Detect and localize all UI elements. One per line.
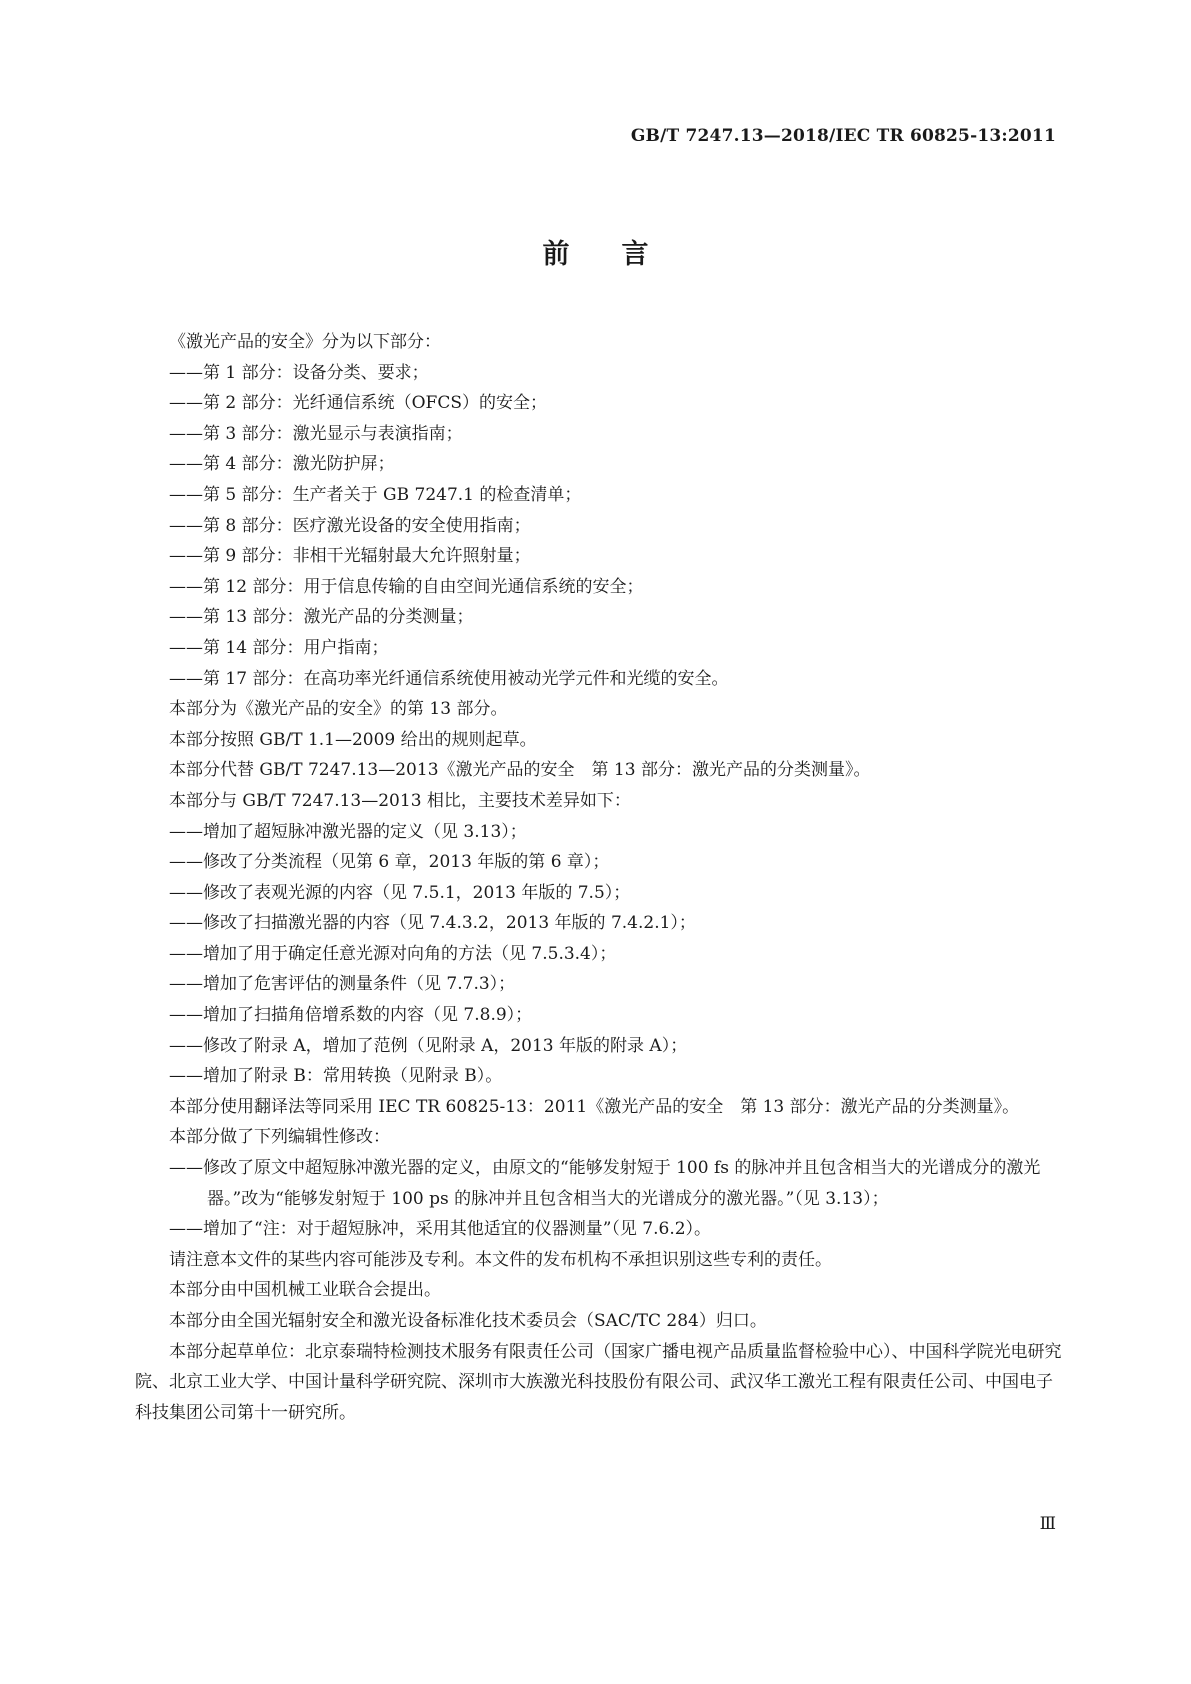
- committee-line: 本部分由全国光辐射安全和激光设备标准化技术委员会（SAC/TC 284）归口。: [169, 1311, 767, 1331]
- patent-notice: 请注意本文件的某些内容可能涉及专利。本文件的发布机构不承担识别这些专利的责任。: [169, 1249, 832, 1270]
- part-item: ——第 5 部分：生产者关于 GB 7247.1 的检查清单；: [169, 484, 582, 505]
- page-title: 前言: [542, 239, 701, 270]
- part-item: ——第 12 部分：用于信息传输的自由空间光通信系统的安全；: [169, 576, 644, 597]
- statement-line: 本部分为《激光产品的安全》的第 13 部分。: [169, 699, 508, 720]
- standard-code: GB/T 7247.13—2018/IEC TR 60825-13:2011: [630, 126, 1056, 146]
- part-item: ——第 9 部分：非相干光辐射最大允许照射量；: [169, 546, 531, 567]
- foreword-body: [135, 327, 1065, 1428]
- difference-item: ——增加了超短脉冲激光器的定义（见 3.13）；: [169, 821, 527, 842]
- part-item: ——第 8 部分：医疗激光设备的安全使用指南；: [169, 515, 531, 536]
- difference-item: ——增加了用于确定任意光源对向角的方法（见 7.5.3.4）；: [169, 943, 617, 964]
- statement-line: 本部分代替 GB/T 7247.13—2013《激光产品的安全 第 13 部分：激光产品的分类测量》。: [169, 760, 871, 781]
- difference-item: ——修改了分类流程（见第 6 章，2013 年版的第 6 章）；: [169, 852, 610, 873]
- intro-line: 《激光产品的安全》分为以下部分：: [169, 332, 441, 352]
- difference-item: ——修改了表观光源的内容（见 7.5.1，2013 年版的 7.5）；: [169, 882, 631, 903]
- part-item: ——第 3 部分：激光显示与表演指南；: [169, 423, 463, 444]
- difference-item: ——修改了扫描激光器的内容（见 7.4.3.2，2013 年版的 7.4.2.1）；: [169, 913, 696, 934]
- statement-line: 本部分按照 GB/T 1.1—2009 给出的规则起草。: [169, 729, 537, 750]
- edits-intro: 本部分做了下列编辑性修改：: [169, 1127, 390, 1148]
- edit-item: ——增加了“注：对于超短脉冲，采用其他适宜的仪器测量”（见 7.6.2）。: [169, 1219, 712, 1240]
- statement-line: 本部分与 GB/T 7247.13—2013 相比，主要技术差异如下：: [169, 790, 631, 811]
- translation-statement: 本部分使用翻译法等同采用 IEC TR 60825-13：2011《激光产品的安全 第 13 部分：激光产品的分类测量》。: [169, 1096, 1020, 1117]
- part-item: ——第 1 部分：设备分类、要求；: [169, 362, 429, 383]
- drafting-units: 本部分起草单位：北京泰瑞特检测技术服务有限责任公司（国家广播电视产品质量监督检验中心）、中国科学院光电研究院、北京工业大学、中国计量科学研究院、深圳市大族激光科技股份有限公司、武汉华工激光工程有限责任公司、中国电子科技集团公司第十一研究所。: [135, 1341, 1062, 1423]
- difference-item: ——增加了附录 B：常用转换（见附录 B）。: [169, 1066, 503, 1087]
- part-item: ——第 4 部分：激光防护屏；: [169, 454, 395, 475]
- difference-item: ——增加了危害评估的测量条件（见 7.7.3）；: [169, 974, 516, 995]
- difference-item: ——修改了附录 A，增加了范例（见附录 A，2013 年版的附录 A）；: [169, 1035, 688, 1056]
- edit-item: ——修改了原文中超短脉冲激光器的定义，由原文的“能够发射短于 100 fs 的脉冲并且包含相当大的光谱成分的激光器。”改为“能够发射短于 100 ps 的脉冲并且包含相当大的光谱成分的激光器。”（见 3.13）；: [169, 1158, 1041, 1209]
- page-number: Ⅲ: [1039, 1514, 1056, 1534]
- part-item: ——第 13 部分：激光产品的分类测量；: [169, 607, 474, 628]
- part-item: ——第 17 部分：在高功率光纤通信系统使用被动光学元件和光缆的安全。: [169, 668, 729, 689]
- proposer-line: 本部分由中国机械工业联合会提出。: [169, 1280, 441, 1301]
- difference-item: ——增加了扫描角倍增系数的内容（见 7.8.9）；: [169, 1005, 533, 1026]
- part-item: ——第 2 部分：光纤通信系统（OFCS）的安全；: [169, 393, 548, 414]
- part-item: ——第 14 部分：用户指南；: [169, 637, 389, 658]
